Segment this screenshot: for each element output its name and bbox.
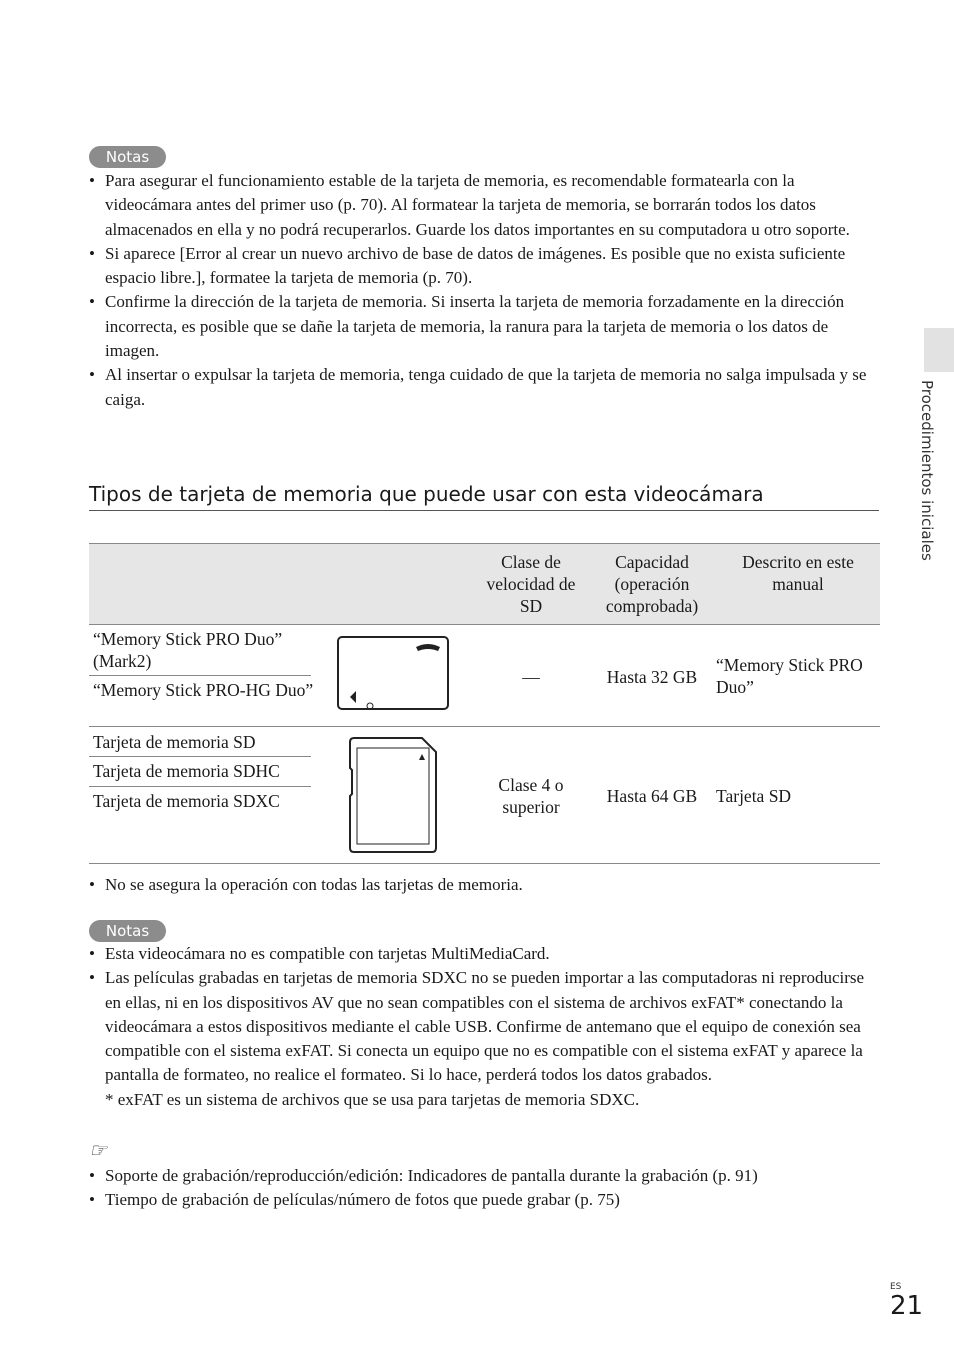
reference-list	[89, 1164, 879, 1213]
table-note-item: • No se asegura la operación con todas las tarjetas de memoria.	[89, 873, 879, 897]
table-note	[89, 873, 879, 897]
reference-item: • Soporte de grabación/reproducción/edición: Indicadores de pantalla durante la grabación (p. 91)	[89, 1164, 879, 1188]
reference-item: • Tiempo de grabación de películas/número de fotos que puede grabar (p. 75)	[89, 1188, 879, 1212]
note-item: • Las películas grabadas en tarjetas de memoria SDXC no se pueden importar a las computadoras ni reproducirse en ellas, ni en los dispositivos AV que no sean compatibles con el sistema de archivos exFAT* conectando la videocámara a estos dispositivos mediante el cable USB. Confirme de antemano que el equipo de conexión sea compatible con el sistema exFAT. Si conecta un equipo que no es compatible con el sistema exFAT y aparece la pantalla de formateo, no realice el formateo. Si lo hace, perderá todos los datos grabados.	[89, 966, 879, 1087]
reference-hand-icon: ☞	[89, 1140, 107, 1162]
table-bottom-border	[89, 863, 880, 864]
page-footer	[890, 1282, 923, 1320]
card-type-name: Tarjeta de memoria SD	[93, 732, 256, 752]
header-capacity: Capacidad (operación comprobada)	[605, 552, 699, 616]
note-item: • Al insertar o expulsar la tarjeta de memoria, tenga cuidado de que la tarjeta de memoria no salga impulsada y se caiga.	[89, 363, 879, 412]
described-value: Tarjeta SD	[716, 786, 792, 806]
notes-badge: Notas	[89, 920, 166, 942]
row-divider	[89, 756, 311, 757]
note-item: • Para asegurar el funcionamiento estable de la tarjeta de memoria, es recomendable formatearla con la videocámara antes del primer uso (p. 70). Al formatear la tarjeta de memoria, se borrarán todos los datos almacenados en ella y no podrá recuperarlos. Guarde los datos importantes en su computadora u otro soporte.	[89, 169, 879, 242]
notes-badge: Notas	[89, 146, 166, 168]
side-tab-marker	[924, 328, 954, 372]
card-type-name: Tarjeta de memoria SDHC	[93, 761, 280, 781]
group-divider	[89, 726, 880, 727]
note-footnote: * exFAT es un sistema de archivos que se usa para tarjetas de memoria SDXC.	[105, 1089, 640, 1109]
note-item: • Confirme la dirección de la tarjeta de memoria. Si inserta la tarjeta de memoria forzadamente en la dirección incorrecta, es posible que se dañe la tarjeta de memoria, la ranura para la tarjeta de memoria o los datos de imagen.	[89, 290, 879, 363]
notes-list	[89, 942, 879, 1112]
card-type-name: Tarjeta de memoria SDXC	[93, 791, 280, 811]
language-code: ES	[890, 1282, 902, 1292]
header-speed-class: Clase de velocidad de SD	[486, 552, 576, 616]
speed-class-value: Clase 4 o superior	[498, 775, 564, 817]
capacity-value: Hasta 64 GB	[606, 786, 698, 806]
sd-card-icon	[348, 736, 438, 854]
note-item: • Esta videocámara no es compatible con tarjetas MultiMediaCard.	[89, 942, 879, 966]
row-divider	[89, 675, 311, 676]
capacity-value: Hasta 32 GB	[606, 667, 698, 687]
note-item: • Si aparece [Error al crear un nuevo archivo de base de datos de imágenes. Es posible que no exista suficiente espacio libre.], formatee la tarjeta de memoria (p. 70).	[89, 242, 879, 291]
row-divider	[89, 786, 311, 787]
page-number: 21	[890, 1291, 924, 1321]
side-section-label: Procedimientos iniciales	[918, 380, 936, 561]
section-title: Tipos de tarjeta de memoria que puede usar con esta videocámara	[89, 480, 879, 511]
described-value: “Memory Stick PRO Duo”	[716, 655, 863, 697]
card-type-name: “Memory Stick PRO Duo” (Mark2)	[93, 629, 283, 671]
notes-list	[89, 169, 879, 412]
speed-class-value: —	[522, 667, 540, 687]
memory-stick-icon	[336, 635, 450, 711]
card-type-name: “Memory Stick PRO-HG Duo”	[93, 680, 314, 700]
header-described: Descrito en este manual	[742, 552, 854, 594]
